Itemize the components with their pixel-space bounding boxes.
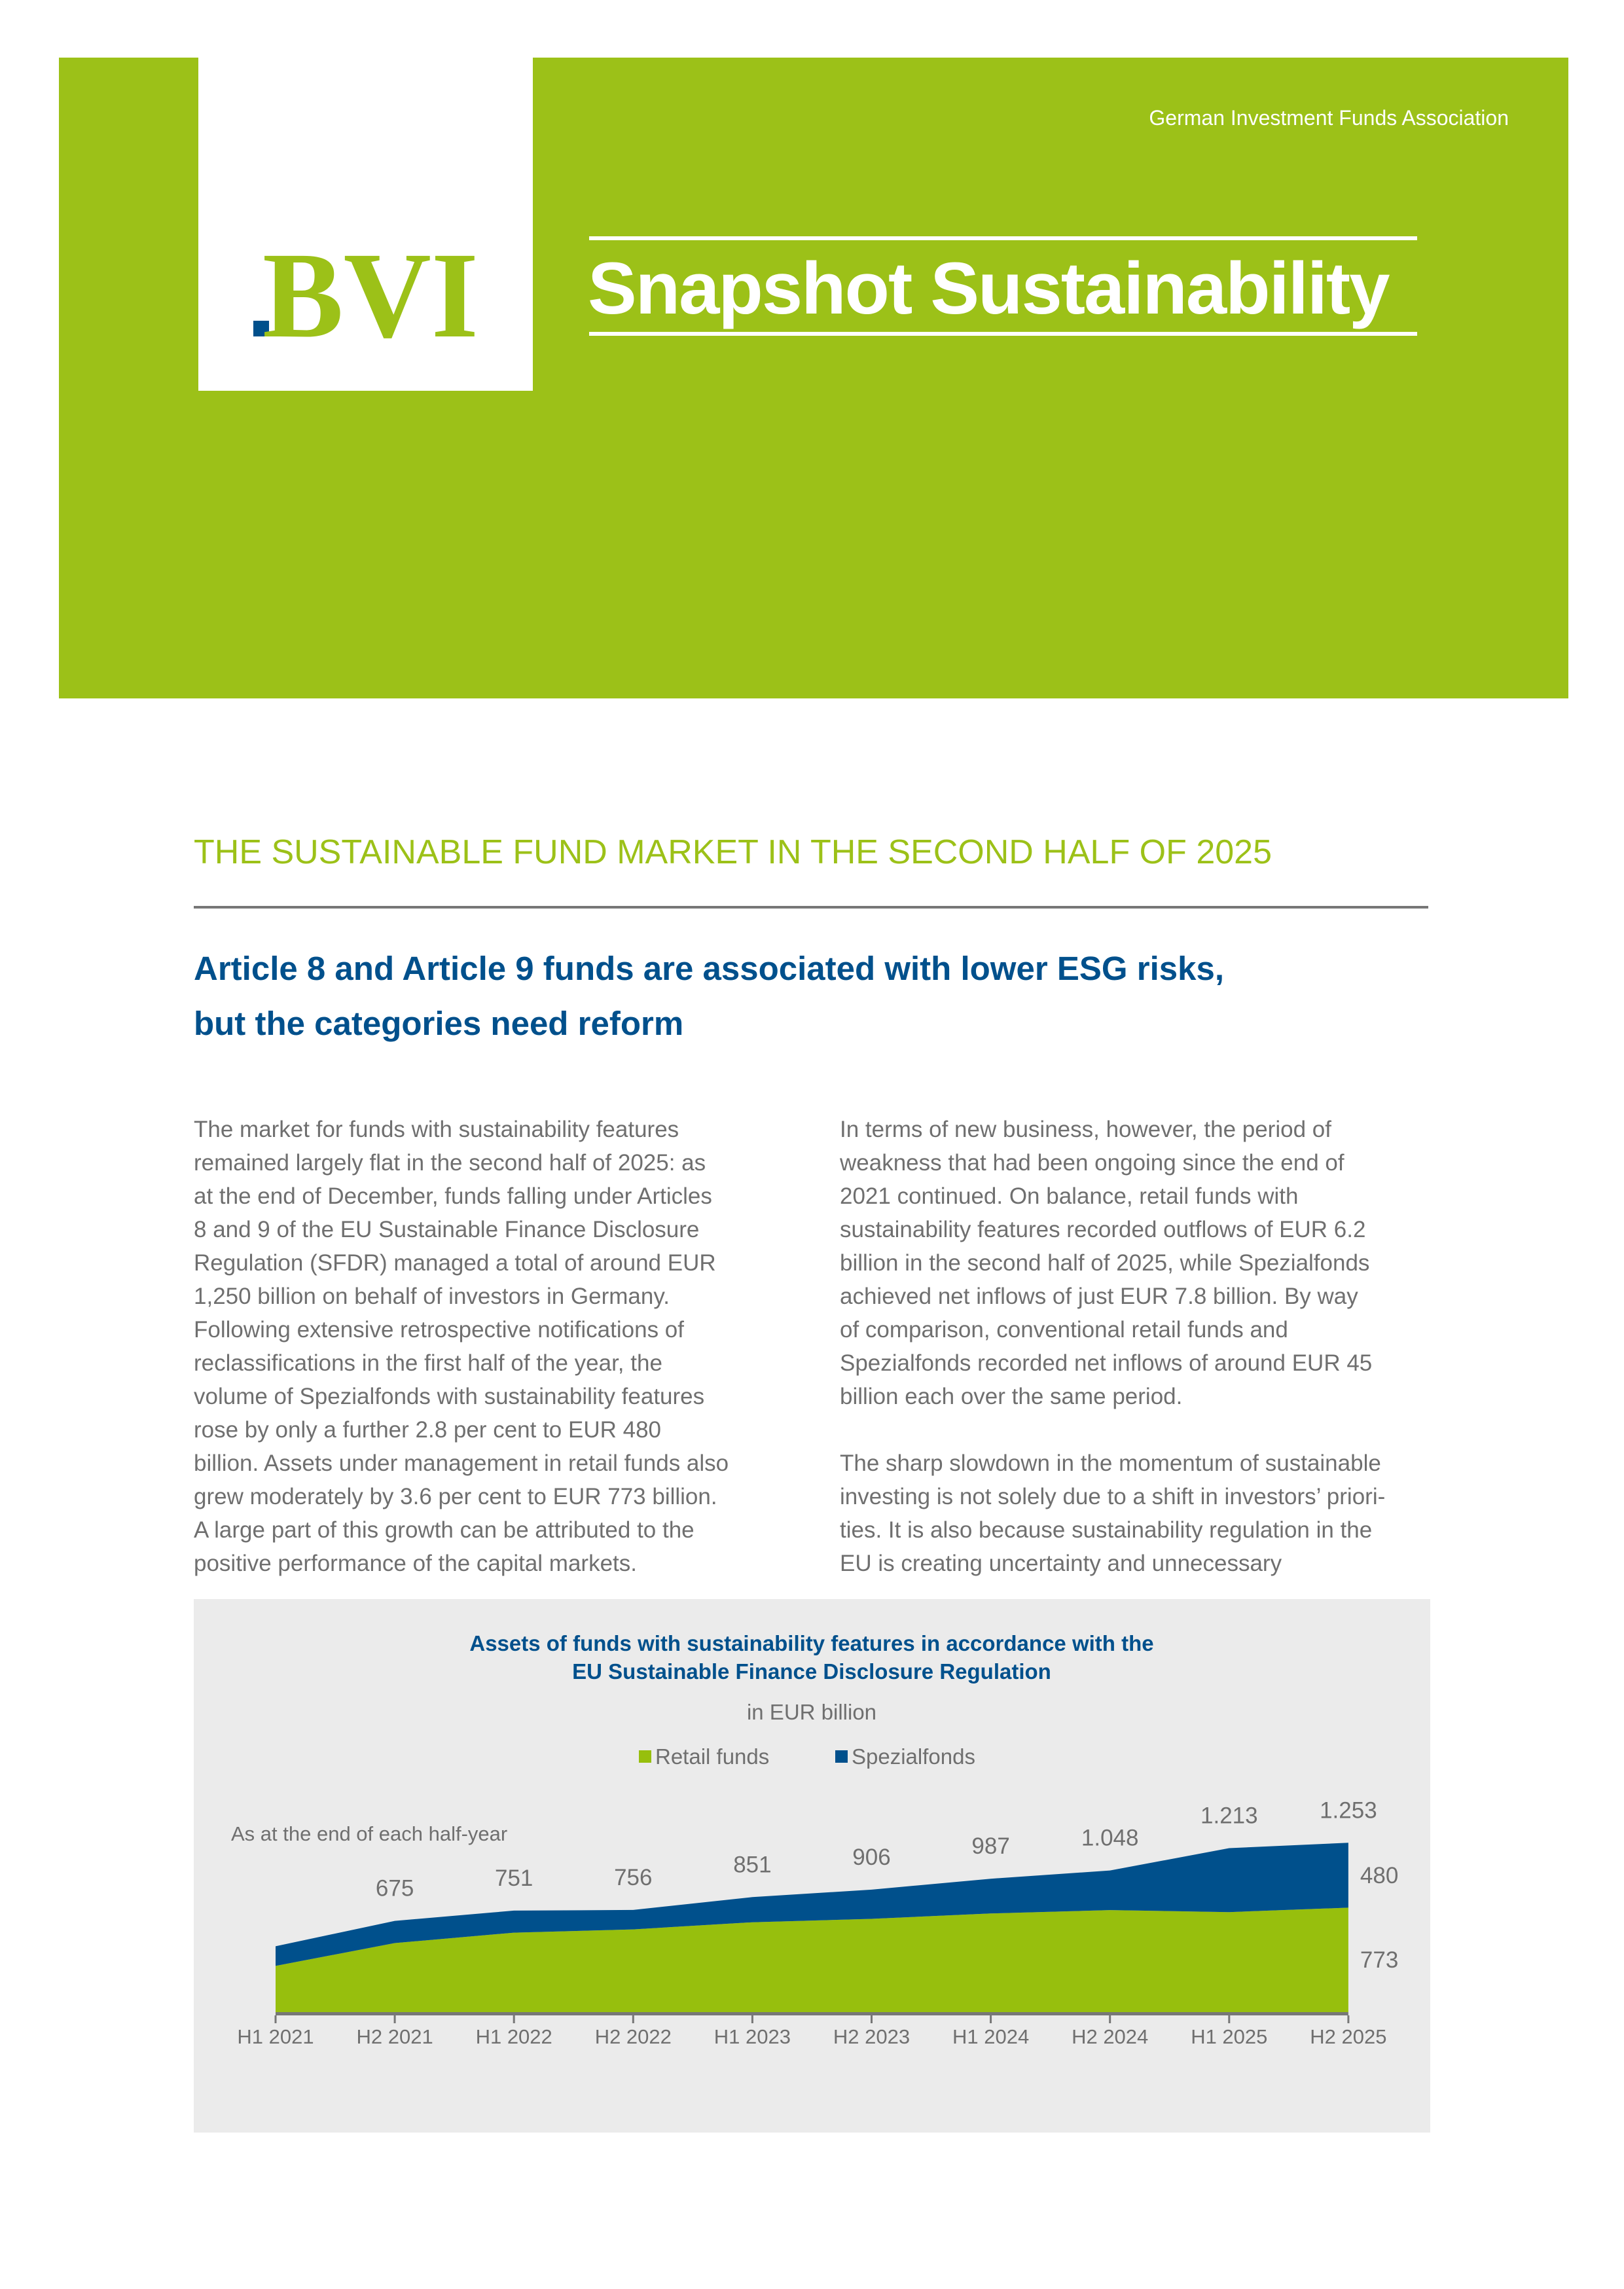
body-line: 8 and 9 of the EU Sustainable Finance Disclosure [194, 1217, 700, 1242]
legend-swatch [639, 1750, 651, 1763]
x-tick [751, 2015, 753, 2023]
body-line: 2021 continued. On balance, retail funds with [840, 1183, 1299, 1209]
body-line: Following extensive retrospective notifications of [194, 1317, 684, 1343]
body-line: Regulation (SFDR) managed a total of around EUR [194, 1250, 716, 1276]
bvi-logo-mark [198, 58, 533, 391]
x-tick [1228, 2015, 1230, 2023]
body-line: sustainability features recorded outflows of EUR 6.2 [840, 1217, 1366, 1242]
x-tick-label: H2 2023 [833, 2025, 911, 2048]
x-tick [275, 2015, 277, 2023]
x-tick [1109, 2015, 1111, 2023]
chart-footnote: As at the end of each half-year [231, 1822, 508, 1845]
body-line: remained largely flat in the second half of 2025: as [194, 1150, 706, 1176]
x-tick [871, 2015, 873, 2023]
body-line: 1,250 billion on behalf of investors in Germany. [194, 1284, 670, 1309]
body-line: rose by only a further 2.8 per cent to EUR 480 [194, 1417, 661, 1443]
x-axis-line [276, 2012, 1348, 2015]
chart-title-line: Assets of funds with sustainability features in accordance with the [469, 1631, 1154, 1655]
body-line: positive performance of the capital markets. [194, 1551, 637, 1576]
x-tick-label: H1 2021 [237, 2025, 314, 2048]
total-value-label: 1.253 [1320, 1797, 1377, 1824]
x-tick [632, 2015, 634, 2023]
body-column-right [840, 1113, 1429, 1580]
body-column-left [194, 1113, 783, 1580]
body-line: investing is not solely due to a shift in investors’ priori- [840, 1484, 1386, 1509]
body-line: achieved net inflows of just EUR 7.8 billion. By way [840, 1284, 1358, 1309]
x-tick-label: H2 2021 [356, 2025, 433, 2048]
subheading-line: Article 8 and Article 9 funds are associated with lower ESG risks, [194, 950, 1225, 987]
x-tick-label: H1 2023 [713, 2025, 791, 2048]
x-tick-label: H2 2024 [1072, 2025, 1149, 2048]
body-line: The sharp slowdown in the momentum of sustainable [840, 1451, 1381, 1476]
x-tick-label: H1 2022 [475, 2025, 552, 2048]
stacked-area-chart [194, 1599, 1430, 2133]
bvi-logo [198, 58, 533, 391]
body-line: at the end of December, funds falling under Articles [194, 1183, 712, 1209]
body-line: billion in the second half of 2025, while Spezialfonds [840, 1250, 1370, 1276]
body-line: weakness that had been ongoing since the end of [840, 1150, 1344, 1176]
x-tick-label: H1 2024 [952, 2025, 1030, 2048]
body-paragraph [840, 1113, 1429, 1413]
body-paragraph [840, 1447, 1429, 1580]
body-line: reclassifications in the first half of the year, the [194, 1350, 662, 1376]
chart-areas [276, 1843, 1348, 2012]
body-line: billion each over the same period. [840, 1384, 1183, 1409]
subheading-line: but the categories need reform [194, 1005, 684, 1042]
section-divider [194, 906, 1428, 909]
title-rule-bottom [589, 332, 1417, 336]
total-value-label: 987 [971, 1833, 1010, 1860]
section-heading: THE SUSTAINABLE FUND MARKET IN THE SECOND HALF OF 2025 [194, 833, 1272, 871]
x-axis [237, 2012, 1386, 2048]
legend-label: Spezialfonds [852, 1744, 975, 1769]
x-tick-label: H1 2025 [1191, 2025, 1268, 2048]
x-tick-label: H2 2022 [594, 2025, 672, 2048]
body-line: ties. It is also because sustainability regulation in the [840, 1517, 1373, 1543]
legend-swatch [835, 1750, 848, 1763]
retail-end-label: 773 [1360, 1947, 1399, 1974]
chart-panel [194, 1599, 1430, 2133]
total-value-label: 751 [494, 1865, 533, 1891]
body-line: The market for funds with sustainability features [194, 1117, 679, 1142]
x-tick-label: H2 2025 [1310, 2025, 1387, 2048]
total-value-label: 675 [375, 1875, 414, 1901]
logo-text: BVI [262, 226, 478, 363]
body-line: billion. Assets under management in retail funds also [194, 1451, 729, 1476]
chart-subtitle: in EUR billion [746, 1700, 877, 1724]
article-subheading [194, 941, 1437, 1051]
chart-title-line: EU Sustainable Finance Disclosure Regulation [572, 1659, 1051, 1684]
x-tick [1347, 2015, 1349, 2023]
chart-legend [639, 1744, 975, 1769]
total-value-label: 906 [852, 1844, 891, 1870]
body-line: EU is creating uncertainty and unnecessary [840, 1551, 1282, 1576]
legend-label: Retail funds [655, 1744, 770, 1769]
x-tick [513, 2015, 515, 2023]
body-paragraph [194, 1113, 783, 1580]
body-line: of comparison, conventional retail funds and [840, 1317, 1288, 1343]
association-name: German Investment Funds Association [1149, 106, 1509, 130]
title-rule-top [589, 236, 1417, 240]
spezialfonds-end-label: 480 [1360, 1862, 1399, 1888]
document-title: Snapshot Sustainability [588, 247, 1389, 329]
body-line: Spezialfonds recorded net inflows of around EUR 45 [840, 1350, 1373, 1376]
x-tick [394, 2015, 396, 2023]
total-value-label: 1.213 [1200, 1803, 1258, 1829]
body-line: volume of Spezialfonds with sustainability features [194, 1384, 705, 1409]
body-line: A large part of this growth can be attributed to the [194, 1517, 695, 1543]
total-value-label: 756 [614, 1864, 653, 1890]
total-value-label: 851 [733, 1852, 772, 1878]
x-tick [990, 2015, 992, 2023]
body-line: grew moderately by 3.6 per cent to EUR 773 billion. [194, 1484, 717, 1509]
body-line: In terms of new business, however, the period of [840, 1117, 1331, 1142]
total-value-label: 1.048 [1081, 1825, 1139, 1851]
